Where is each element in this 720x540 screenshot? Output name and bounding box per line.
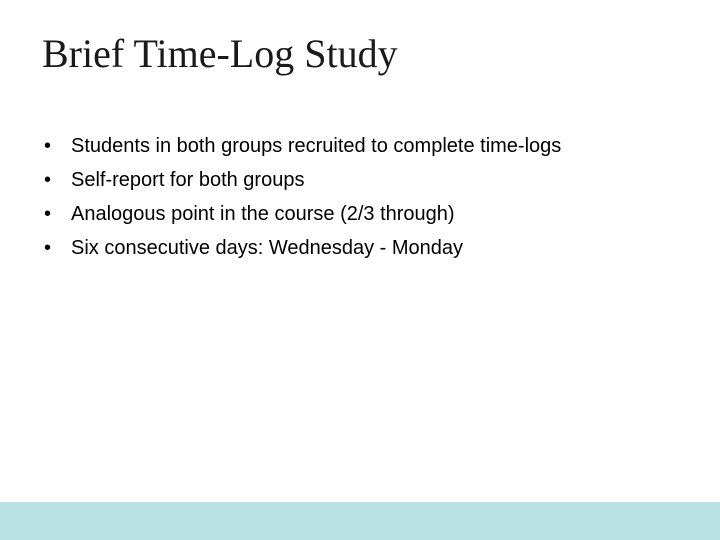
- bullet-item: [44, 231, 561, 265]
- bullet-text: Self-report for both groups: [71, 169, 305, 191]
- bullet-marker: •: [44, 237, 52, 259]
- bullet-marker: •: [44, 135, 52, 157]
- bullet-text: Analogous point in the course (2/3 through): [71, 203, 455, 225]
- bullet-marker: •: [44, 169, 52, 191]
- bullet-item: [44, 129, 561, 163]
- bullet-marker: •: [44, 203, 52, 225]
- bullet-text: Six consecutive days: Wednesday - Monday: [71, 237, 464, 259]
- footer-band: [0, 502, 720, 540]
- bullet-item: [44, 163, 561, 197]
- bullet-item: [44, 197, 561, 231]
- slide-title: Brief Time-Log Study: [42, 31, 398, 76]
- bullet-list: [44, 129, 561, 265]
- bullet-text: Students in both groups recruited to complete time-logs: [71, 135, 562, 157]
